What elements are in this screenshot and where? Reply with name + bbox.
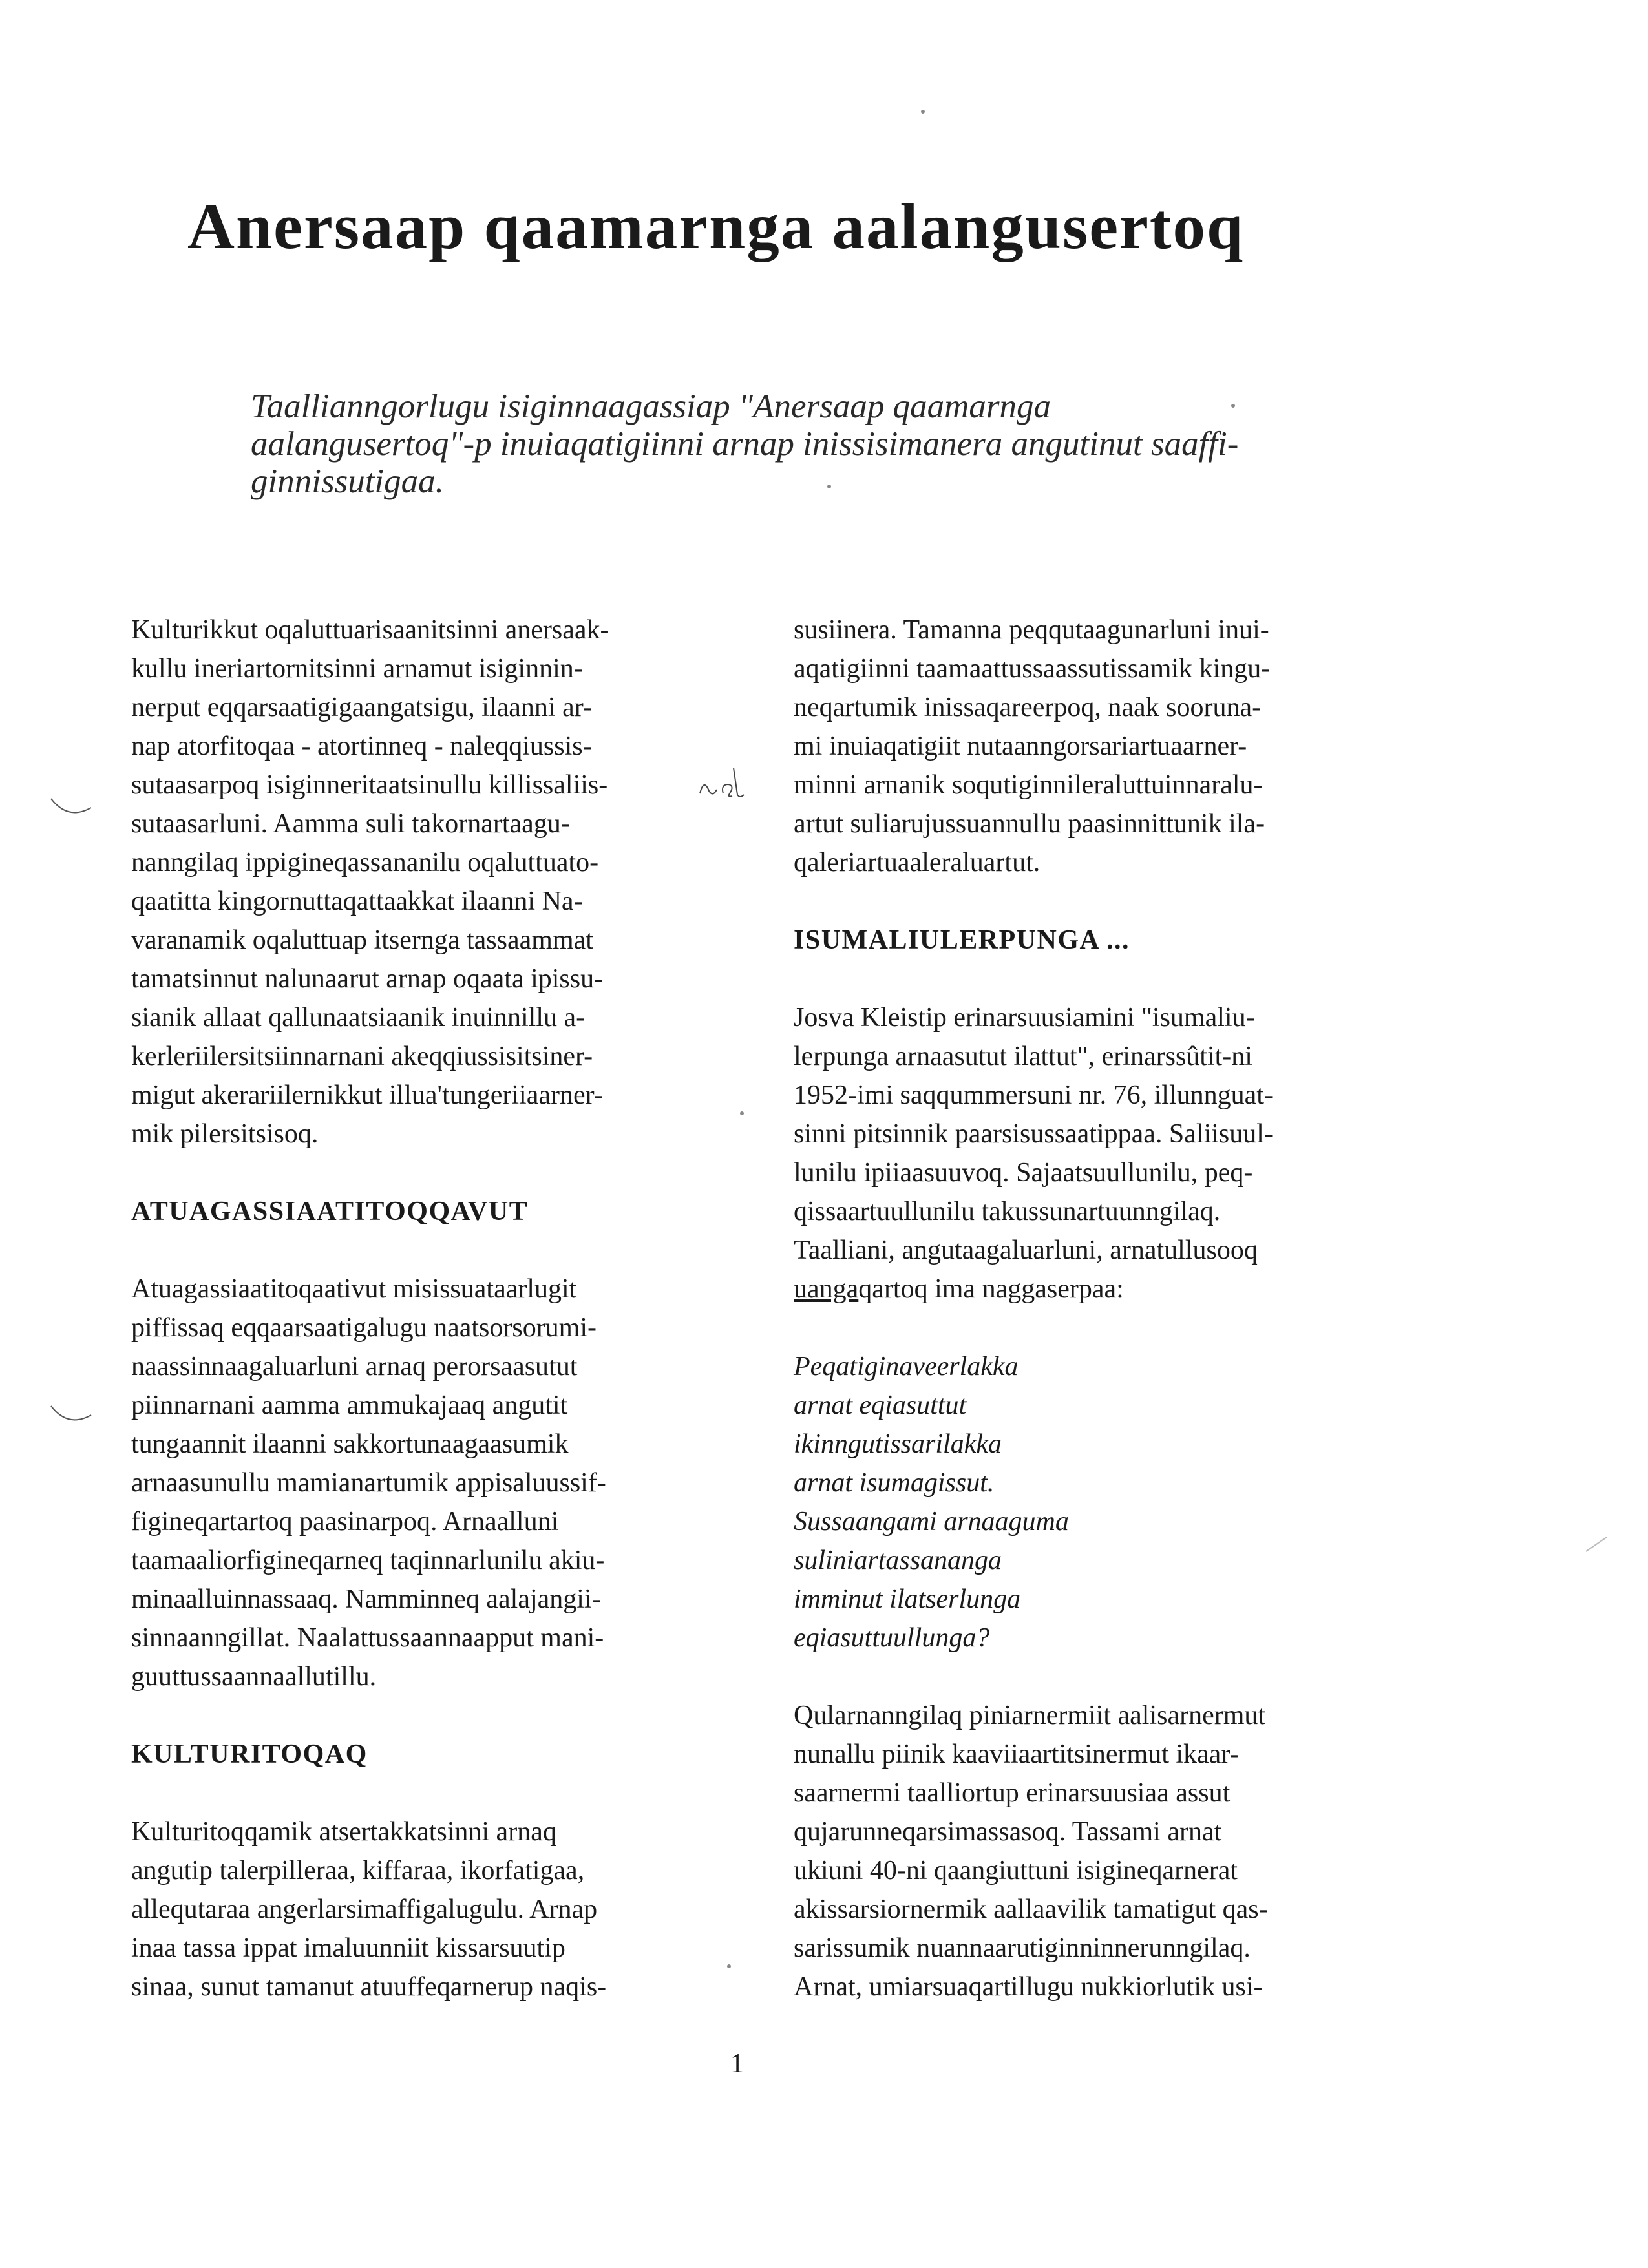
document-title: Anersaap qaamarnga aalangusertoq — [187, 190, 1245, 262]
poem-line: eqiasuttuullunga? — [794, 1623, 990, 1653]
text-line: 1952-imi saqqummersuni nr. 76, illunnguat- — [794, 1080, 1273, 1110]
scan-speck — [921, 110, 925, 114]
text-line: saarnermi taalliortup erinarsuusiaa assut — [794, 1778, 1231, 1808]
text-line: guuttussaannaallutillu. — [131, 1662, 377, 1692]
text-line: neqartumik inissaqareerpoq, naak sooruna- — [794, 693, 1262, 722]
section-heading: ATUAGASSIAATITOQQAVUT — [131, 1197, 529, 1226]
text-line: angutip talerpilleraa, kiffaraa, ikorfatigaa, — [131, 1856, 585, 1885]
section-heading: KULTURITOQAQ — [131, 1739, 368, 1769]
text-line: artut suliarujussuannullu paasinnittunik ila- — [794, 809, 1265, 839]
spacer — [131, 1231, 609, 1270]
scan-speck — [727, 1964, 731, 1968]
scan-speck — [740, 1111, 744, 1115]
page-number: 1 — [730, 2049, 744, 2079]
text-line: sinnaanngillat. Naalattussaannaapput mani- — [131, 1623, 604, 1653]
text-line: nap atorfitoqaa - atortinneq - naleqqiussis- — [131, 731, 592, 761]
text-line: minaalluinnassaaq. Namminneq aalajangii- — [131, 1584, 601, 1614]
text-line: tungaannit ilaanni sakkortunaagaasumik — [131, 1429, 569, 1459]
text-line: varanamik oqaluttuap itsernga tassaammat — [131, 925, 593, 955]
text-line: migut akerariilernikkut illua'tungeriiaarner- — [131, 1080, 603, 1110]
text-line: mik pilersitsisoq. — [131, 1119, 319, 1149]
text-line: Kulturitoqqamik atsertakkatsinni arnaq — [131, 1817, 556, 1847]
text-line: sianik allaat qallunaatsiaanik inuinnillu a- — [131, 1003, 586, 1033]
left-paragraph-1 — [131, 611, 609, 1153]
text-line: tamatsinnut nalunaarut arnap oqaata ipissu- — [131, 964, 604, 994]
poem-line: ikinngutissarilakka — [794, 1429, 1002, 1459]
poem-line: imminut ilatserlunga — [794, 1584, 1021, 1614]
text-line: allequtaraa angerlarsimaffigalugulu. Arnap — [131, 1895, 598, 1924]
text-fragment: qartoq ima naggaserpaa: — [858, 1274, 1124, 1304]
text-line: ukiuni 40-ni qaangiuttuni isigineqarnerat — [794, 1856, 1238, 1885]
text-line: kerleriilersitsiinnarnani akeqqiussisitsiner- — [131, 1042, 593, 1071]
poem-line: arnat eqiasuttut — [794, 1391, 967, 1420]
text-line: Josva Kleistip erinarsuusiamini "isumaliu- — [794, 1003, 1255, 1033]
text-line: Atuagassiaatitoqaativut misissuataarlugit — [131, 1274, 577, 1304]
stray-mark — [1583, 1535, 1609, 1554]
scan-speck — [1231, 404, 1235, 408]
right-paragraph-2 — [794, 998, 1273, 1308]
left-paragraph-2 — [131, 1270, 609, 1696]
spacer — [131, 1774, 609, 1812]
text-line: qissaartuullunilu takussunartuunngilaq. — [794, 1197, 1221, 1226]
text-line: qaatitta kingornuttaqattaakkat ilaanni Na- — [131, 887, 583, 916]
text-line: taamaaliorfigineqarneq taqinnarlunilu akiu- — [131, 1546, 605, 1575]
poem — [794, 1347, 1273, 1657]
text-line: kullu ineriartornitsinni arnamut isiginnin- — [131, 654, 583, 684]
text-line: mi inuiaqatigiit nutaanngorsariartuaarner- — [794, 731, 1247, 761]
text-line: inaa tassa ippat imaluunniit kissarsuutip — [131, 1933, 565, 1963]
right-paragraph-3 — [794, 1696, 1273, 2006]
text-line: lunilu ipiiaasuuvoq. Sajaatsuullunilu, peq- — [794, 1158, 1253, 1188]
underlined-word: uanga — [794, 1274, 859, 1304]
text-line: nanngilaq ippigineqassananilu oqaluttuato- — [131, 848, 599, 877]
poem-line: Peqatiginaveerlakka — [794, 1352, 1019, 1381]
text-line: Arnat, umiarsuaqartillugu nukkiorlutik usi- — [794, 1972, 1263, 2002]
poem-line: suliniartassananga — [794, 1546, 1002, 1575]
spacer — [794, 882, 1273, 921]
text-line: figineqartartoq paasinarpoq. Arnaalluni — [131, 1507, 559, 1537]
left-paragraph-3 — [131, 1812, 609, 2006]
right-paragraph-1 — [794, 611, 1273, 882]
text-line: aqatigiinni taamaattussaassutissamik kingu- — [794, 654, 1271, 684]
intro-text — [251, 388, 1238, 500]
text-line: Qularnanngilaq piniarnermiit aalisarnermut — [794, 1701, 1266, 1730]
spacer — [794, 1308, 1273, 1347]
section-heading: ISUMALIULERPUNGA ... — [794, 925, 1130, 955]
text-line: sutaasarluni. Aamma suli takornartaagu- — [131, 809, 570, 839]
intro-line: ginnissutigaa. — [251, 463, 444, 500]
hole-punch-mark — [48, 795, 94, 821]
text-line: nerput eqqarsaatigigaangatsigu, ilaanni ar- — [131, 693, 592, 722]
text-line: piinnarnani aamma ammukajaaq angutit — [131, 1391, 568, 1420]
text-line: qujarunneqarsimassasoq. Tassami arnat — [794, 1817, 1222, 1847]
poem-line: Sussaangami arnaaguma — [794, 1507, 1069, 1537]
spacer — [794, 960, 1273, 998]
text-line: susiinera. Tamanna peqqutaagunarluni inui- — [794, 615, 1269, 645]
text-line: qaleriartuaaleraluartut. — [794, 848, 1041, 877]
poem-line: arnat isumagissut. — [794, 1468, 995, 1498]
text-line: Kulturikkut oqaluttuarisaanitsinni anersaak- — [131, 615, 609, 645]
text-line: sarissumik nuannaarutiginninnerunngilaq. — [794, 1933, 1251, 1963]
intro-line: aalangusertoq"-p inuiaqatigiinni arnap inissisimanera angutinut saaffi- — [251, 425, 1239, 463]
text-line: piffissaq eqqaarsaatigalugu naatsorsorumi- — [131, 1313, 597, 1343]
text-line: arnaasunullu mamianartumik appisaluussif- — [131, 1468, 606, 1498]
left-column — [131, 611, 609, 2006]
spacer — [131, 1153, 609, 1192]
text-line: lerpunga arnaasutut ilattut", erinarssûtit-ni — [794, 1042, 1252, 1071]
text-line: sinni pitsinnik paarsisussaatippaa. Saliisuul- — [794, 1119, 1273, 1149]
right-column — [794, 611, 1273, 2006]
text-line — [794, 1270, 1273, 1308]
intro-line: Taallianngorlugu isiginnaagassiap "Anersaap qaamarnga — [251, 388, 1051, 425]
scan-speck — [827, 485, 831, 488]
hole-punch-mark — [48, 1402, 94, 1428]
handwritten-annotation — [695, 762, 746, 801]
spacer — [794, 1657, 1273, 1696]
spacer — [131, 1696, 609, 1735]
text-line: minni arnanik soqutiginnileraluttuinnaralu- — [794, 770, 1263, 800]
text-line: naassinnaagaluarluni arnaq perorsaasutut — [131, 1352, 578, 1381]
text-line: akissarsiornermik aallaavilik tamatigut qas- — [794, 1895, 1268, 1924]
text-line: sinaa, sunut tamanut atuuffeqarnerup naqis- — [131, 1972, 607, 2002]
text-line: nunallu piinik kaaviiaartitsinermut ikaar- — [794, 1739, 1239, 1769]
text-line: sutaasarpoq isiginneritaatsinullu killissaliis- — [131, 770, 608, 800]
text-line: Taalliani, angutaagaluarluni, arnatullusooq — [794, 1235, 1258, 1265]
